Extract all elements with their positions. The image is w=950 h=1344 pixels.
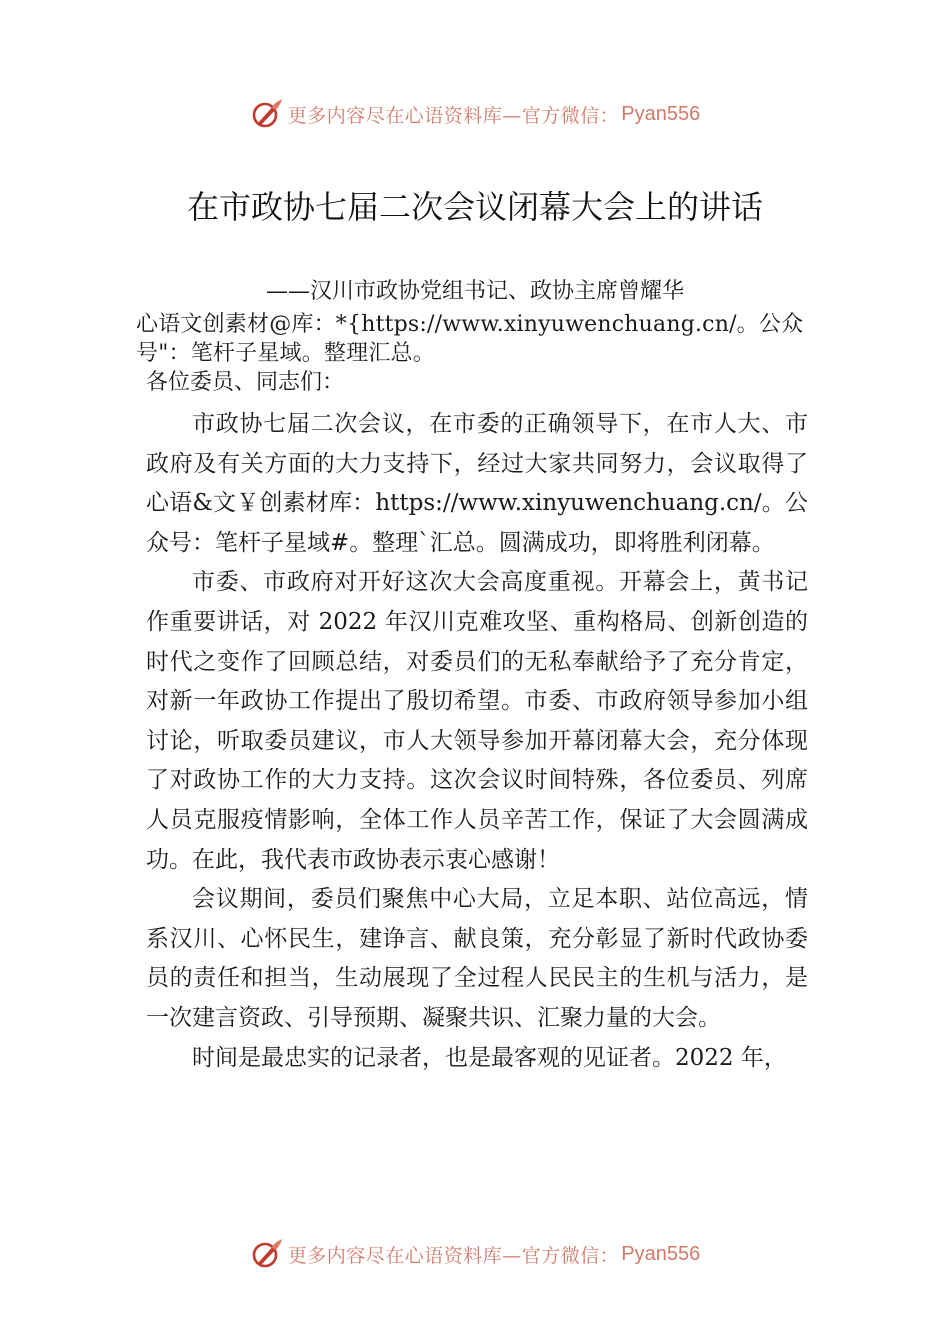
watermark-text: 更多内容尽在心语资料库—官方微信： — [287, 104, 620, 127]
paragraph: 会议期间，委员们聚焦中心大局，立足本职、站位高远，情系汉川、心怀民生，建诤言、献良策，充分彰显了新时代政协委员的责任和担当，生动展现了全过程人民民主的生机与活力，是一次建言资政、引导预期、凝聚共识、汇聚力量的大会。 — [146, 886, 808, 1031]
quill-logo-icon — [250, 97, 284, 131]
paragraph: 市政协七届二次会议，在市委的正确领导下，在市人大、市政府及有关方面的大力支持下，经过大家共同努力，会议取得了心语&文￥创素材库：https://www.xinyuwenchuang.cn/。公众号：笔杆子星域#。整理`汇总。圆满成功，即将胜利闭幕。 — [146, 411, 808, 556]
watermark-account: Pyan556 — [621, 102, 701, 125]
paragraph: 时间是最忠实的记录者，也是最客观的见证者。2022 年， — [192, 1044, 787, 1071]
watermark-footer — [0, 1234, 950, 1274]
watermark-text: 更多内容尽在心语资料库—官方微信： — [287, 1244, 620, 1267]
watermark-header — [0, 94, 950, 134]
source-note: 心语文创素材@库：*{https://www.xinyuwenchuang.cn/。公众号"：笔杆子星域。整理汇总。 — [136, 312, 804, 366]
quill-logo-icon — [250, 1237, 284, 1271]
document-subtitle: ——汉川市政协党组书记、政协主席曾耀华 — [265, 279, 684, 304]
document-title: 在市政协七届二次会议闭幕大会上的讲话 — [186, 188, 763, 226]
paragraph: 市委、市政府对开好这次大会高度重视。开幕会上，黄书记作重要讲话，对 2022 年汉川克难攻坚、重构格局、创新创造的时代之变作了回顾总结，对委员们的无私奉献给予了充分肯定，对新一年政协工作提出了殷切希望。市委、市政府领导参加小组讨论，听取委员建议，市人大领导参加开幕闭幕大会，充分体现了对政协工作的大力支持。这次会议时间特殊，各位委员、列席人员克服疫情影响，全体工作人员辛苦工作，保证了大会圆满成功。在此，我代表市政协表示衷心感谢！ — [146, 569, 808, 873]
greeting: 各位委员、同志们： — [146, 370, 345, 395]
watermark-account: Pyan556 — [621, 1242, 701, 1265]
document-body — [146, 405, 808, 1078]
